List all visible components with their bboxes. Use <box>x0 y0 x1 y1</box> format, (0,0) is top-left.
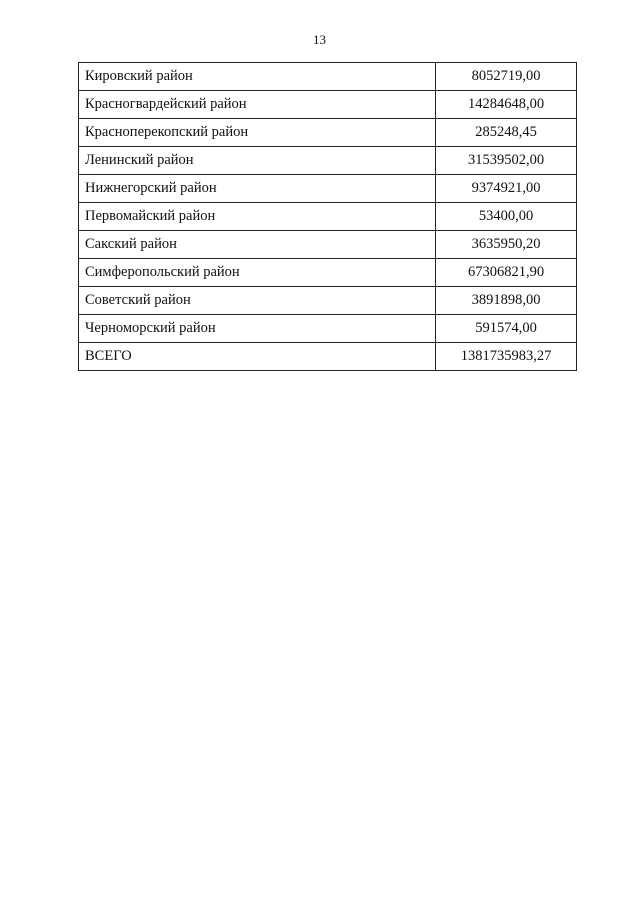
district-name-cell: Советский район <box>79 287 436 315</box>
table-row <box>79 231 577 259</box>
amount-cell: 3635950,20 <box>436 231 577 259</box>
amount-cell: 31539502,00 <box>436 147 577 175</box>
district-name-cell: Ленинский район <box>79 147 436 175</box>
district-name-cell: Сакский район <box>79 231 436 259</box>
table-row <box>79 63 577 91</box>
page-number: 13 <box>313 32 326 47</box>
district-name-cell: Кировский район <box>79 63 436 91</box>
district-name-cell: Черноморский район <box>79 315 436 343</box>
amount-cell: 8052719,00 <box>436 63 577 91</box>
amount-cell: 9374921,00 <box>436 175 577 203</box>
amount-cell: 3891898,00 <box>436 287 577 315</box>
amount-cell: 14284648,00 <box>436 91 577 119</box>
amount-cell: 67306821,90 <box>436 259 577 287</box>
table-row <box>79 259 577 287</box>
table-row <box>79 91 577 119</box>
amount-cell: 53400,00 <box>436 203 577 231</box>
district-amounts-table <box>78 62 577 371</box>
amount-cell: 591574,00 <box>436 315 577 343</box>
district-name-cell: Нижнегорский район <box>79 175 436 203</box>
table-row <box>79 315 577 343</box>
district-name-cell: Красноперекопский район <box>79 119 436 147</box>
table-row <box>79 147 577 175</box>
table-row <box>79 203 577 231</box>
table-row <box>79 175 577 203</box>
district-name-cell: Первомайский район <box>79 203 436 231</box>
total-label-cell: ВСЕГО <box>79 343 436 371</box>
district-name-cell: Симферопольский район <box>79 259 436 287</box>
district-name-cell: Красногвардейский район <box>79 91 436 119</box>
amount-cell: 285248,45 <box>436 119 577 147</box>
total-amount-cell: 1381735983,27 <box>436 343 577 371</box>
table-row <box>79 287 577 315</box>
total-row <box>79 343 577 371</box>
table-row <box>79 119 577 147</box>
